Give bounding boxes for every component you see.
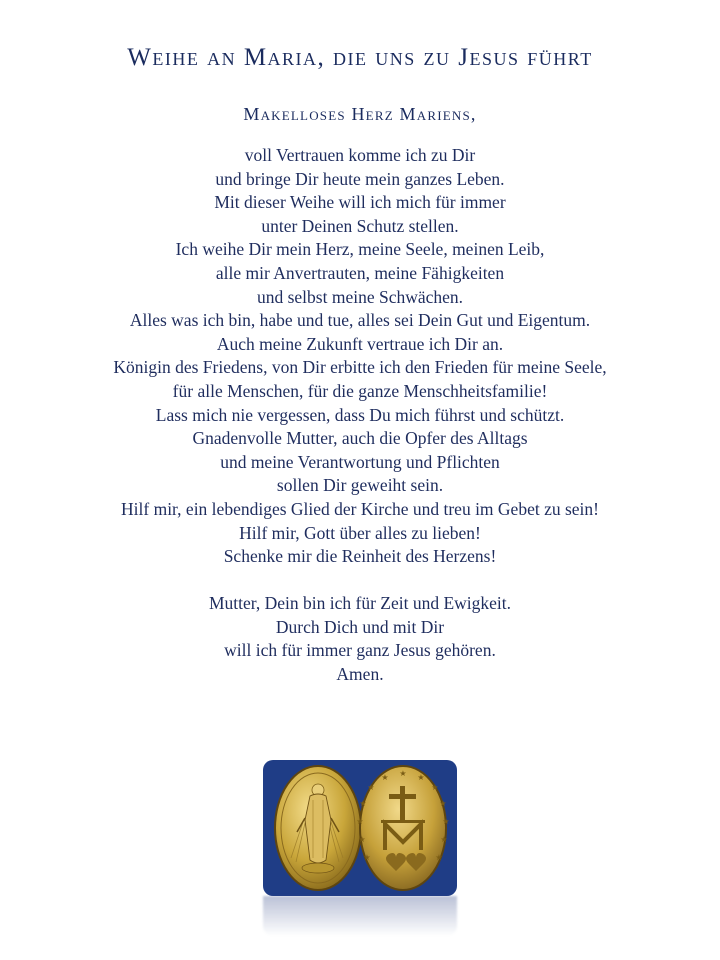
svg-text:★: ★ <box>367 783 375 792</box>
prayer-line: sollen Dir geweiht sein. <box>276 475 444 496</box>
miraculous-medal-image <box>263 760 457 896</box>
prayer-line: Hilf mir, Gott über alles zu lieben! <box>239 522 481 543</box>
svg-text:★: ★ <box>358 835 366 844</box>
prayer-line: Hilf mir, ein lebendiges Glied der Kirche und treu im Gebet zu sein! <box>121 498 599 519</box>
prayer-line: Schenke mir die Reinheit des Herzens! <box>223 546 497 567</box>
svg-text:★: ★ <box>363 853 371 862</box>
prayer-line: Gnadenvolle Mutter, auch die Opfer des Alltags <box>192 428 528 449</box>
medal-reflection <box>263 896 457 936</box>
prayer-line: und bringe Dir heute mein ganzes Leben. <box>215 168 505 189</box>
prayer-line: und selbst meine Schwächen. <box>256 286 464 307</box>
svg-text:★: ★ <box>417 773 425 782</box>
prayer-line: für alle Menschen, für die ganze Menschheitsfamilie! <box>172 380 548 401</box>
prayer-line: Durch Dich und mit Dir <box>275 616 445 637</box>
page-title: Weihe an Maria, die uns zu Jesus führt <box>127 44 593 71</box>
prayer-line: Mutter, Dein bin ich für Zeit und Ewigkeit. <box>208 593 512 614</box>
prayer-line: Ich weihe Dir mein Herz, meine Seele, meinen Leib, <box>175 239 545 260</box>
svg-text:★: ★ <box>431 783 439 792</box>
prayer-line: Amen. <box>336 664 384 685</box>
svg-text:★: ★ <box>435 853 443 862</box>
prayer-line: will ich für immer ganz Jesus gehören. <box>224 640 496 661</box>
prayer-text <box>0 144 720 687</box>
prayer-line: unter Deinen Schutz stellen. <box>261 215 459 236</box>
stanza-gap <box>0 569 720 593</box>
prayer-line: Königin des Friedens, von Dir erbitte ich den Frieden für meine Seele, <box>113 357 607 378</box>
stanza-1 <box>0 144 720 569</box>
prayer-heading: Makelloses Herz Mariens, <box>243 104 477 124</box>
svg-text:★: ★ <box>442 817 450 826</box>
prayer-line: Lass mich nie vergessen, dass Du mich führst und schützt. <box>155 404 565 425</box>
svg-text:★: ★ <box>356 817 364 826</box>
svg-text:★: ★ <box>381 773 389 782</box>
svg-text:★: ★ <box>439 799 447 808</box>
prayer-line: voll Vertrauen komme ich zu Dir <box>244 145 476 165</box>
prayer-line: und meine Verantwortung und Pflichten <box>220 451 500 472</box>
medal-icon <box>263 760 457 896</box>
prayer-line: alle mir Anvertrauten, meine Fähigkeiten <box>215 262 505 283</box>
svg-text:★: ★ <box>359 799 367 808</box>
prayer-line: Alles was ich bin, habe und tue, alles sei Dein Gut und Eigentum. <box>129 310 591 331</box>
medal-frame <box>263 760 457 896</box>
prayer-line: Auch meine Zukunft vertraue ich Dir an. <box>216 333 504 354</box>
prayer-line: Mit dieser Weihe will ich mich für immer <box>214 192 506 213</box>
svg-text:★: ★ <box>399 769 407 778</box>
medal-back-icon <box>356 766 449 890</box>
stanza-2 <box>0 592 720 686</box>
svg-text:★: ★ <box>440 835 448 844</box>
medal-front-icon <box>275 766 364 890</box>
